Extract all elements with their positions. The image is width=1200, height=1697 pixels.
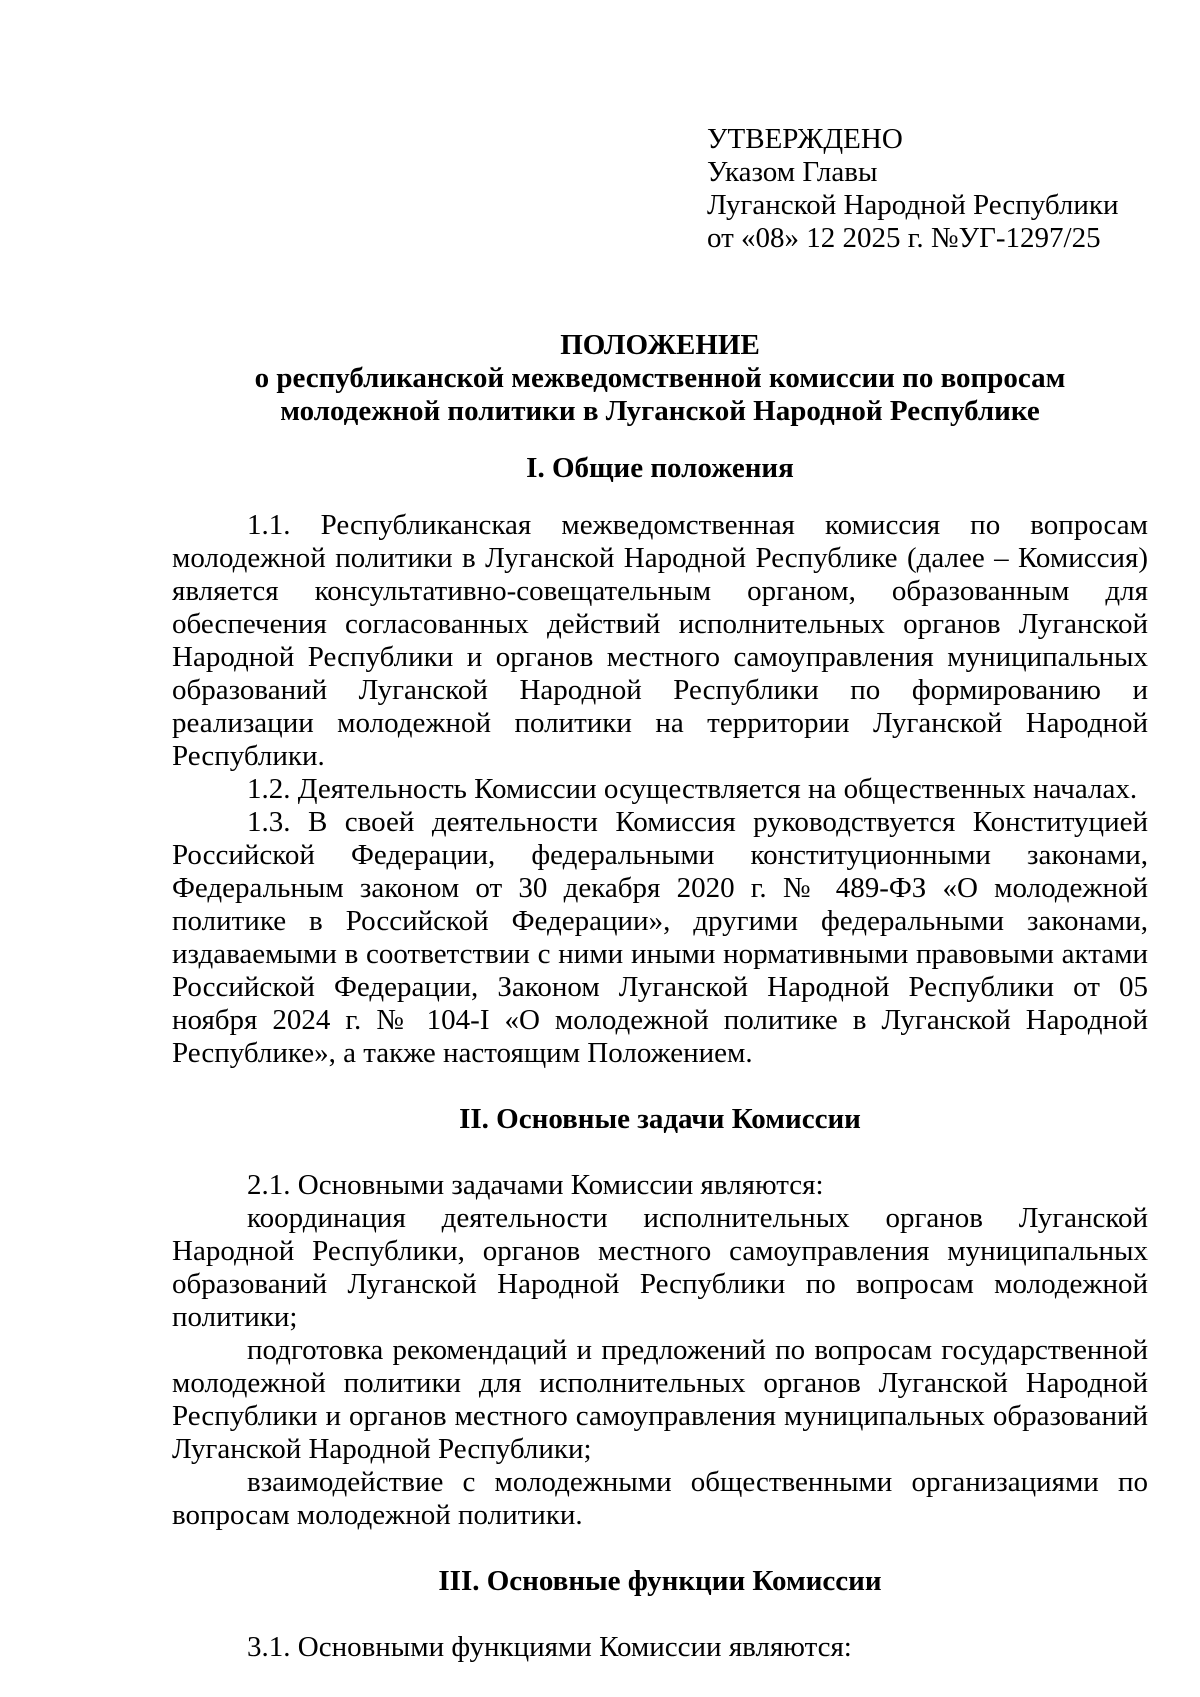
approval-line-decree: Указом Главы [707,156,878,188]
section-heading-tasks: II. Основные задачи Комиссии [459,1103,861,1135]
document-subtitle: о республиканской межведомственной комиссии по вопросам молодежной политики в Луганской Народной Республике [254,362,1066,427]
paragraph-1-3: 1.3. В своей деятельности Комиссия руководствуется Конституцией Российской Федерации, федеральными конституционными законами, Федеральным законом от 30 декабря 2020 г. № 489-ФЗ «О молодежной политике в Российской Федерации», другими федеральными законами, издаваемыми в соответствии с ними иными нормативными правовыми актами Российской Федерации, Законом Луганской Народной Республики от 05 ноября 2024 г. № 104-I «О молодежной политике в Луганской Народной Республике», а также настоящим Положением. [172,806,1148,1069]
paragraph-2-1: 2.1. Основными задачами Комиссии являются: [247,1169,824,1201]
paragraph-1-2: 1.2. Деятельность Комиссии осуществляется на общественных началах. [247,773,1138,805]
approval-line-date-number: от «08» 12 2025 г. №УГ-1297/25 [707,222,1101,254]
approval-line-approved: УТВЕРЖДЕНО [707,123,903,155]
document-title: ПОЛОЖЕНИЕ [560,329,760,361]
approval-line-republic: Луганской Народной Республики [707,189,1119,221]
approval-stamp-block [707,123,1167,255]
document-body [172,329,1148,1664]
paragraph-2-1-interaction: взаимодействие с молодежными общественными организациями по вопросам молодежной политики. [172,1466,1148,1531]
section-heading-general: I. Общие положения [526,452,794,484]
paragraph-2-1-recommendations: подготовка рекомендаций и предложений по вопросам государственной молодежной политики для исполнительных органов Луганской Народной Республики и органов местного самоуправления муниципальных образований Луганской Народной Республики; [172,1334,1148,1465]
paragraph-2-1-coordination: координация деятельности исполнительных органов Луганской Народной Республики, органов местного самоуправления муниципальных образований Луганской Народной Республики по вопросам молодежной политики; [172,1202,1148,1333]
paragraph-3-1: 3.1. Основными функциями Комиссии являются: [247,1631,852,1663]
paragraph-1-1: 1.1. Республиканская межведомственная комиссия по вопросам молодежной политики в Луганской Народной Республике (далее – Комиссия) является консультативно-совещательным органом, образованным для обеспечения согласованных действий исполнительных органов Луганской Народной Республики и органов местного самоуправления муниципальных образований Луганской Народной Республики по формированию и реализации молодежной политики на территории Луганской Народной Республики. [172,509,1148,772]
section-heading-functions: III. Основные функции Комиссии [438,1565,882,1597]
